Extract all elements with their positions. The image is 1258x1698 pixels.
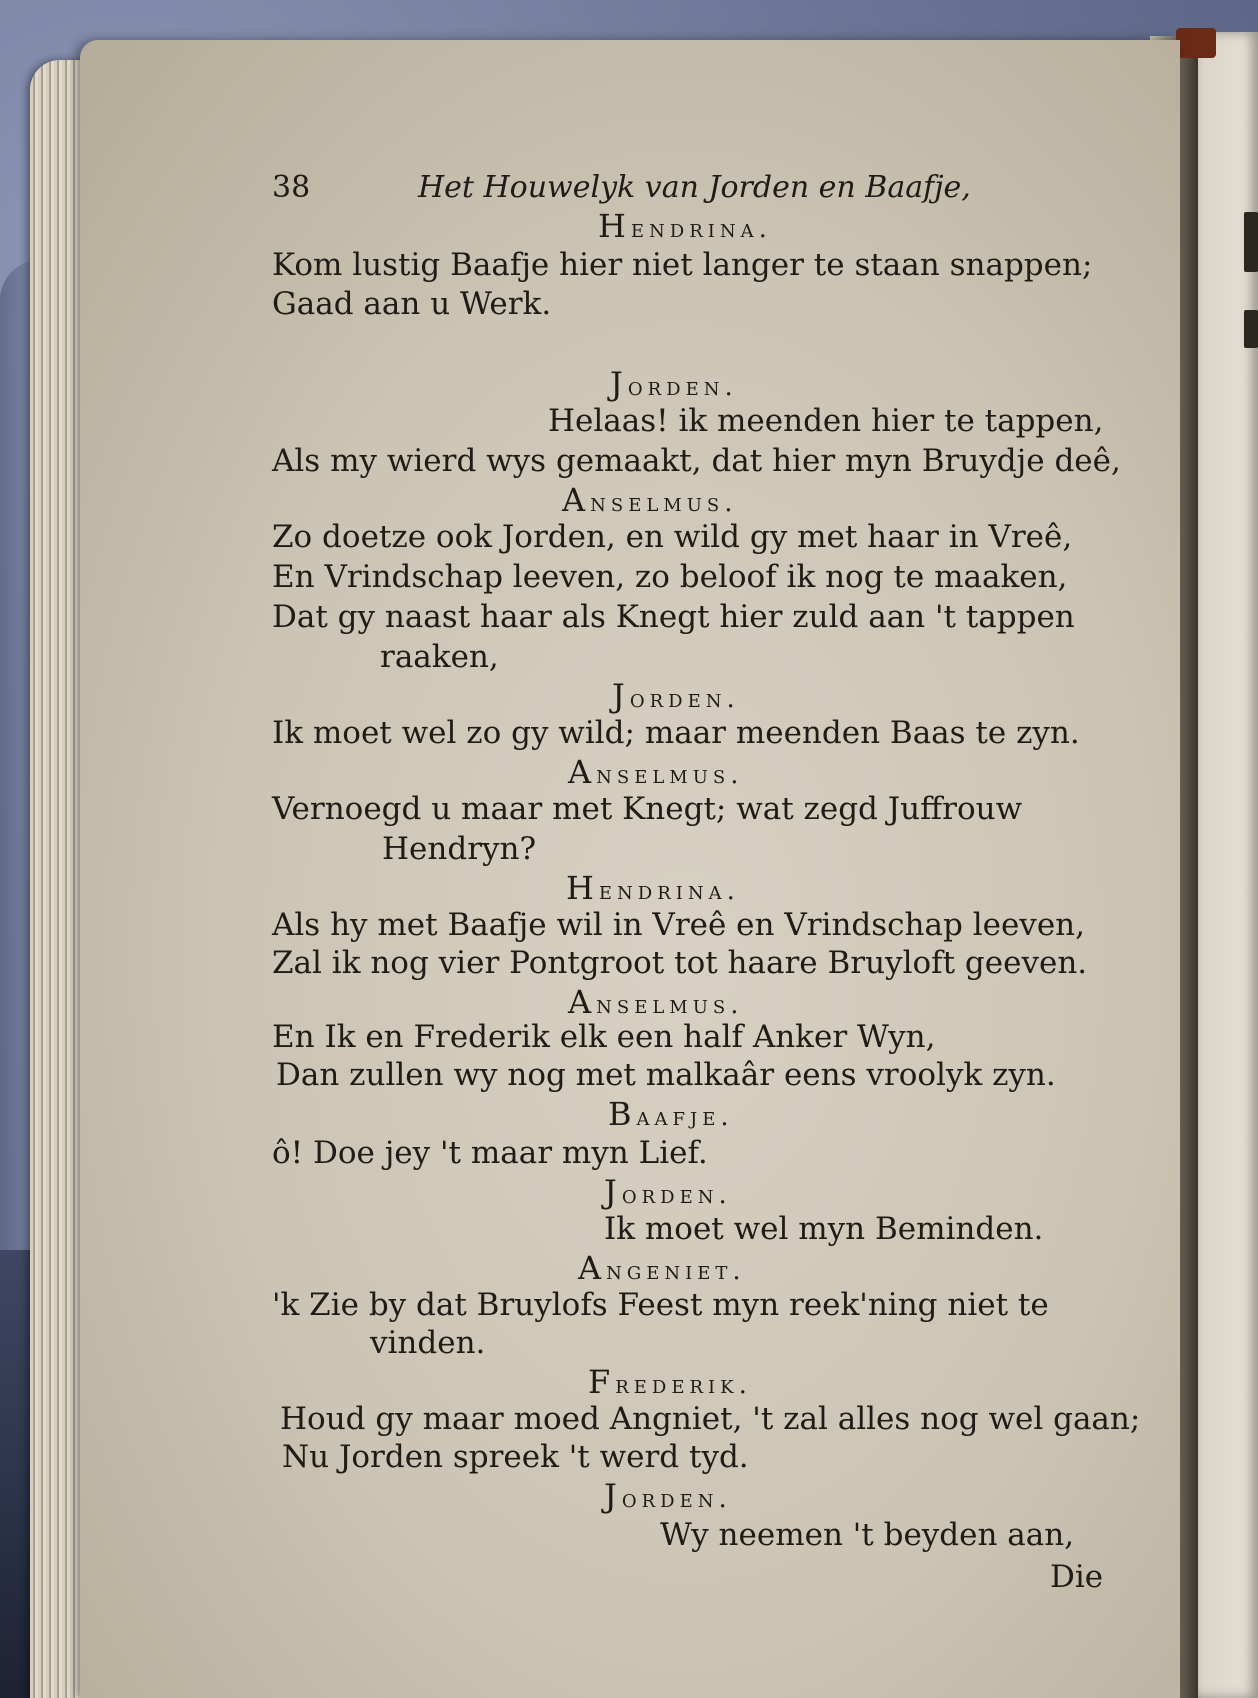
verse-line: Ik moet wel myn Beminden. — [604, 1211, 1044, 1247]
verse-line: Als my wierd wys gemaakt, dat hier myn Bruydje deê, — [272, 443, 1121, 479]
verse-line: Wy neemen 't beyden aan, — [660, 1517, 1075, 1553]
page-number: 38 — [272, 170, 311, 205]
verse-line: Als hy met Baafje wil in Vreê en Vrindschap leeven, — [272, 907, 1085, 943]
verse-line: Zo doetze ook Jorden, en wild gy met haar in Vreê, — [272, 519, 1073, 555]
speaker-name: Frederik. — [588, 1363, 752, 1401]
speaker-name: Jorden. — [612, 677, 740, 715]
verse-line: Zal ik nog vier Pontgroot tot haare Bruyloft geeven. — [272, 945, 1088, 981]
speaker-name: Hendrina. — [566, 869, 740, 907]
speaker-name: Anselmus. — [568, 753, 744, 791]
speaker-name: Jorden. — [604, 1173, 732, 1211]
speaker-name: Baafje. — [608, 1095, 734, 1133]
verse-line: Vernoegd u maar met Knegt; wat zegd Juffrouw — [272, 791, 1023, 827]
verse-line: vinden. — [370, 1325, 486, 1361]
catchword: Die — [1050, 1559, 1104, 1595]
running-title: Het Houwelyk van Jorden en Baafje, — [418, 170, 971, 205]
speaker-name: Anselmus. — [568, 983, 744, 1021]
verse-line: Kom lustig Baafje hier niet langer te staan snappen; — [272, 247, 1093, 283]
speaker-name: Jorden. — [610, 365, 738, 403]
verse-line: Dan zullen wy nog met malkaâr eens vroolyk zyn. — [276, 1057, 1056, 1093]
verse-line: ô! Doe jey 't maar myn Lief. — [272, 1135, 708, 1171]
speaker-name: Angeniet. — [578, 1249, 746, 1287]
verse-line: 'k Zie by dat Bruylofs Feest myn reek'ning niet te — [272, 1287, 1049, 1323]
verse-line: Nu Jorden spreek 't werd tyd. — [282, 1439, 749, 1475]
verse-line: Gaad aan u Werk. — [272, 286, 552, 322]
verse-line: Helaas! ik meenden hier te tappen, — [548, 403, 1104, 439]
verse-line: En Vrindschap leeven, zo beloof ik nog te maaken, — [272, 559, 1068, 595]
speaker-name: Hendrina. — [598, 207, 772, 245]
verse-line: Dat gy naast haar als Knegt hier zuld aan 't tappen — [272, 599, 1075, 635]
speaker-name: Anselmus. — [562, 481, 738, 519]
speaker-name: Jorden. — [604, 1477, 732, 1515]
verse-line: Ik moet wel zo gy wild; maar meenden Baas te zyn. — [272, 715, 1080, 751]
verse-line: raaken, — [380, 639, 499, 675]
verse-line: Houd gy maar moed Angniet, 't zal alles nog wel gaan; — [280, 1401, 1141, 1437]
verse-line: Hendryn? — [382, 831, 537, 867]
verse-line: En Ik en Frederik elk een half Anker Wyn, — [272, 1019, 936, 1055]
